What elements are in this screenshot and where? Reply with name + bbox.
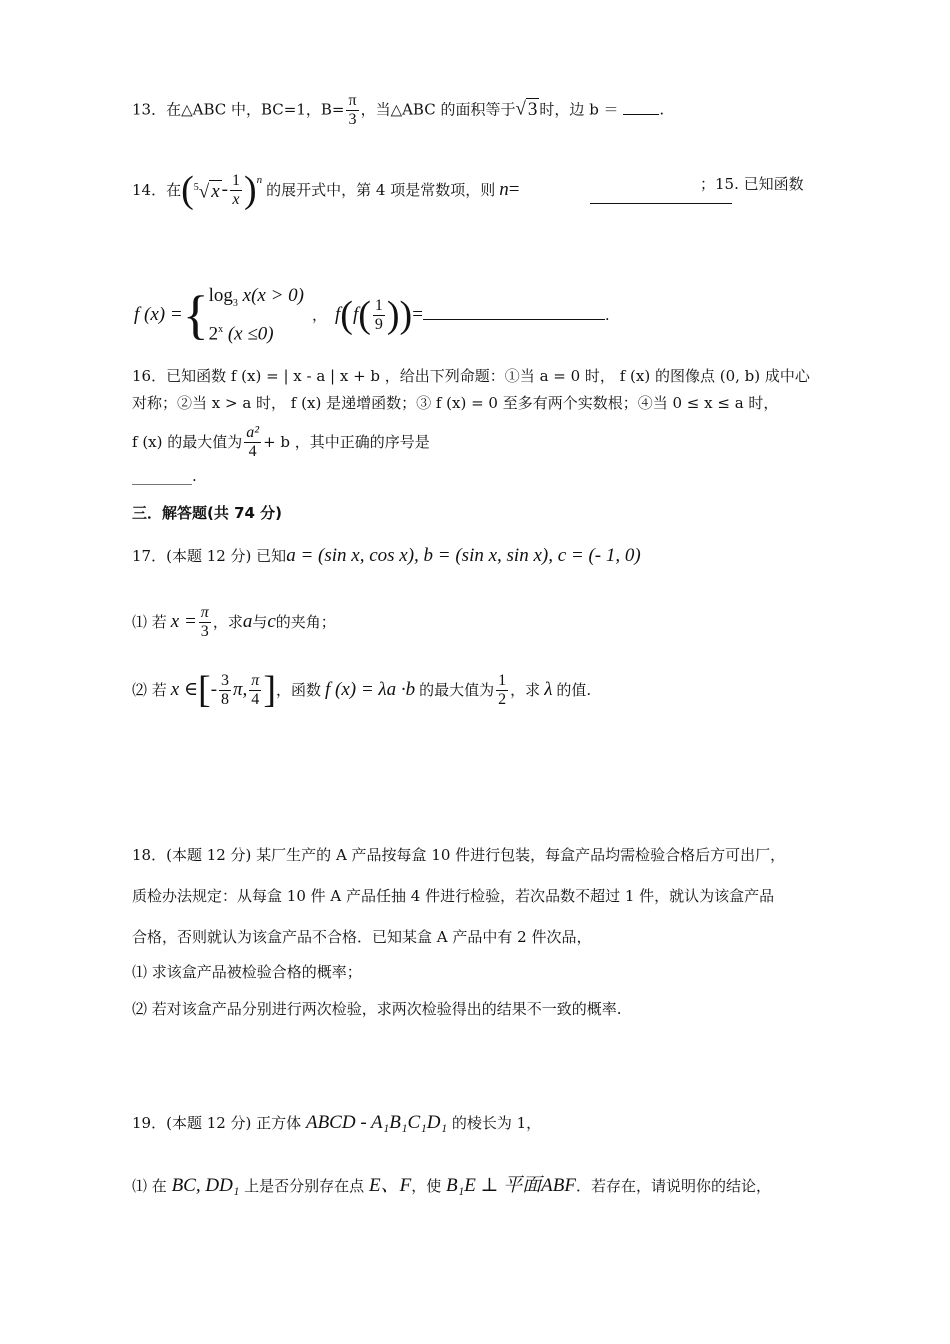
question-19 (132, 1113, 541, 1133)
q14-answer-blank[interactable] (590, 203, 732, 204)
q13-answer-blank[interactable] (623, 114, 659, 115)
q16-line1: 16．已知函数 f (x) = | x - a | x + b ，给出下列命题：①当 a = 0 时， f (x) 的图像点 (0, b) 成中心 (132, 367, 810, 385)
question-17 (132, 546, 641, 566)
q13-mid: ，当△ABC 的面积等于 (360, 100, 516, 119)
q19-suffix: 的棱长为 1， (451, 1114, 542, 1132)
q14-exponent: n (256, 174, 263, 186)
q17-part2: ⑵ 若 x ∈ [ - $\frac{3}{8}$ π, $\frac{\pi}{4}$ ] ，函数 f (x) = λa ·b 的最大值为 $\frac{1}{2}$ ，求 λ 的值. (132, 669, 592, 711)
q18-line2: 质检办法规定：从每盒 10 件 A 产品任抽 4 件进行检验，若次品数不超过 1 件，就认为该盒产品 (132, 887, 775, 905)
q13-sqrt: √ 3 (515, 98, 538, 120)
q15-cases (209, 283, 304, 347)
q19-solid: ABCD - A₁B₁C₁D₁ (305, 1112, 448, 1133)
q15-end: . (604, 306, 610, 324)
q17-part1: ⑴ 若 x = $\frac{\pi}{3}$ ，求 a 与 c 的夹角； (132, 603, 336, 640)
q14-eq: = (508, 179, 520, 200)
q16-line3 (132, 420, 430, 464)
q14-root-index: 5 (193, 181, 199, 193)
q13-end: . (659, 100, 665, 119)
q15-eq: = (412, 304, 423, 325)
q14-frac-num: 1 (231, 171, 240, 189)
q15-answer-blank[interactable] (423, 319, 605, 320)
question-13 (132, 92, 664, 129)
q14-mid: 的展开式中，第 4 项是常数项，则 (266, 181, 496, 199)
q19-prefix: 19．(本题 12 分) 正方体 (132, 1114, 302, 1132)
question-15: f (x) = { $\log_3 x(x > 0)$ 2$^x$ (x ≤0) ， f ( f ( $\frac{1}{9}$ ) ) = . (134, 288, 610, 342)
q16-fraction: $\frac{\text{a²}}{4}$ (246, 423, 260, 460)
q15-intro: ；15. 已知函数 (700, 175, 804, 193)
q13-frac-den: 3 (348, 111, 357, 128)
q13-sqrt-arg: 3 (527, 98, 538, 120)
q16-line3-suffix: + b ，其中正确的序号是 (263, 433, 430, 451)
q19-part1: ⑴ 在 BC, DD₁ 上是否分别存在点 E、F，使 B₁E ⊥ 平面ABF．若存在，请说明你的结论， (132, 1175, 772, 1196)
q16-line2: 对称；②当 x > a 时， f (x) 是递增函数；③ f (x) = 0 至多有两个实数根；④当 0 ≤ x ≤ a 时， (132, 394, 779, 412)
q13-suffix: 时，边 b ＝ (539, 100, 619, 119)
q17-p1-fraction: $\frac{\pi}{3}$ (200, 603, 209, 640)
q15-case2: 2$^x$ (x ≤0) (208, 323, 274, 345)
q16-line3-prefix: f (x) 的最大值为 (132, 433, 243, 451)
section-3-title: 三．解答题(共 74 分) (132, 504, 283, 522)
q13-prefix: 13．在△ABC 中，BC=1，B= (132, 100, 345, 119)
q18-part1: ⑴ 求该盒产品被检验合格的概率； (132, 963, 362, 981)
q16-answer-blank[interactable]: ________. (132, 467, 197, 485)
q18-line1: 18．(本题 12 分) 某厂生产的 A 产品按每盒 10 件进行包装，每盒产品均需检验合格后方可出厂， (132, 846, 786, 864)
q13-frac-num: π (348, 92, 357, 109)
question-14: 14．在 ( $^5$√ x - $\frac{1}{x}$ ) $^n$ 的展开式中，第 4 项是常数项，则 n = (132, 169, 520, 211)
q14-radical: $^5$√ x (193, 181, 220, 203)
q15-case1: $\log_3 x(x > 0)$ (208, 284, 304, 309)
q15-lhs: f (x) = (134, 304, 183, 325)
q15-fraction: $\frac{1}{9}$ (374, 296, 383, 333)
q15-sep: ， (311, 306, 327, 324)
q13-fraction (346, 92, 358, 129)
q14-var: n (499, 179, 509, 200)
q18-part2: ⑵ 若对该盒产品分别进行两次检验，求两次检验得出的结果不一致的概率. (132, 1000, 622, 1018)
q15-outer-f: f (335, 304, 341, 325)
q14-minus: - (221, 179, 228, 200)
q14-fraction (230, 172, 242, 209)
q14-prefix: 14．在 (132, 181, 182, 199)
q14-frac-den: x (232, 190, 240, 208)
q18-line3: 合格，否则就认为该盒产品不合格．已知某盒 A 产品中有 2 件次品， (132, 928, 592, 946)
q14-root-arg: x (211, 181, 220, 203)
q17-prefix: 17．(本题 12 分) 已知 (132, 547, 287, 565)
q17-formula: a = (sin x, cos x), b = (sin x, sin x), c = (- 1, 0) (286, 545, 641, 566)
q15-inner-f: f (352, 304, 359, 325)
